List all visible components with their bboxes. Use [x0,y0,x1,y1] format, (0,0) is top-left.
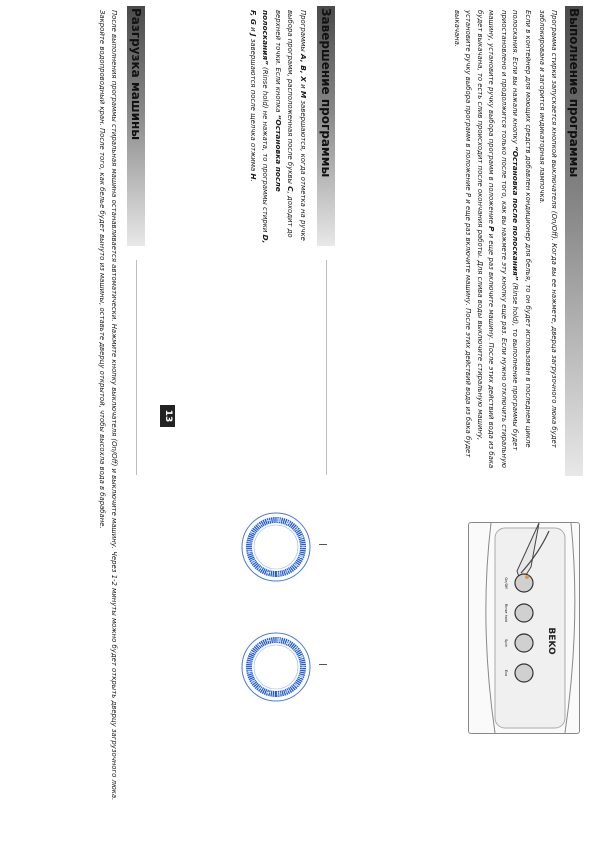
page-number: 13 [160,405,175,427]
section-run-paragraph-1: Программа стирки запускается кнопкой выключателя (On/Off). Когда вы ее нажмете, дверца загрузочного люка будет заблокирована и загорится индикаторная лампочка. [538,10,558,448]
p2-bold-rinse-hold: “Остановка после полоскания” [511,145,521,281]
control-panel-figure [468,522,580,734]
eco-button[interactable] [515,664,533,682]
finish-bold-rinse-hold: “Остановка после полоскания” [261,10,283,192]
section-run-title: Выполнение программы [567,8,581,178]
dial-letter-f: F [257,567,263,570]
dial-letter-p: P [298,655,304,659]
rinse-hold-button[interactable] [515,604,533,622]
dial-letter-d: D [275,692,281,696]
dial-letter-n: N [285,521,291,525]
p2-text-a: Если в контейнер для моющих средств добавлен кондиционер для белья, то он будет использован в последнем цикле полоскания. Если вы нажали кнопку [511,10,532,448]
dial-letter-e: E [266,691,272,695]
p2-bold-p: P [487,226,497,232]
finish-text-k: и [249,24,257,34]
program-dial-2[interactable] [239,630,313,704]
finish-text-i: (Rinse hold) не нажата, то программы стирки [261,64,270,235]
dial-letter-j: J [250,532,256,534]
dial-letter-o: O [293,527,299,531]
dial-letter-c: C [285,569,291,573]
dial-letter-k: K [257,524,263,527]
finish-bold-c: C [286,186,296,192]
section-unload-title: Разгрузка машины [129,8,143,141]
finish-text-o: . [249,179,257,182]
control-panel-illustration [469,523,579,733]
finish-text-a: Программы [299,10,307,55]
on-off-button[interactable] [515,574,533,592]
section-unload-paragraph: После выполнения программы стиральная машина останавливается автоматически. Нажмите кнопку выключателя (On/Off) и выключите машину. Через 1-2 минуты можно будет открыть дверцу загрузочного люка. Закройте водопроводный кран. После того, как белье будет вынуто из машины, оставьте дверцу открытой, чтобы высохла вода в барабане. [98,10,118,801]
dial-letter-h: H [246,670,252,674]
finish-text-m: завершаются после щелчка отжима [249,36,257,174]
finish-bold-m: M [299,90,308,99]
dial-letter-h: H [246,550,252,554]
dial-letter-l: L [266,519,272,523]
dial-letter-b: B [298,675,304,679]
dial-1-marker [319,544,327,545]
dial-letter-n: N [285,641,291,645]
dial-2-marker [319,664,327,665]
program-dial-1[interactable] [239,510,313,584]
dial-letter-x: X [293,683,299,687]
on-off-label: On/Off [504,577,508,589]
section-finish-rule [326,260,327,475]
spin-button[interactable] [515,634,533,652]
dial-letter-m: M [275,638,281,642]
p2-text-e: и еще раз включите машину. После этих действий вода из бака будет выкачана, то есть слив происходит после окончания работы. Для слива воды выключите стиральную машину, установите ручку выбора программ в положение P и еще раз включите машину. После этих действий вода из бака будет выкачана. [453,10,496,469]
dial-letter-m: M [275,518,281,522]
dial-letter-o: O [293,647,299,651]
dial-letter-x: X [293,563,299,567]
dial-letter-d: D [275,572,281,576]
dial-letter-c: C [285,689,291,693]
finish-bold-abx: A, B, X [299,54,308,82]
p2-text-c: (Rinse hold), то выполнение программы будет приостановлено и продолжится только после того, как вы нажмете эту кнопку еще раз. Если нужно отключить стиральную машину, установите ручку выбора программ в положение [487,10,520,468]
dial-letter-g: G [250,679,256,683]
dial-letter-g: G [250,559,256,563]
finish-text-c: и [299,81,307,91]
dial-letter-j: J [250,652,256,654]
dial-letter-l: L [266,639,272,643]
section-finish-title: Завершение программы [319,8,333,178]
finish-text-g: , доходит до верхней точки. Если кнопка [274,10,295,238]
finish-text-e: завершаются, когда отметка на ручке выбора программ, расположенная после буквы [286,10,307,241]
finish-bold-j: J [249,33,258,37]
section-unload-rule [136,260,137,475]
dial-letter-e: E [266,571,272,575]
section-finish-paragraph [247,10,310,248]
dial-letter-b: B [298,555,304,559]
dial-letter-p: P [298,535,304,539]
finish-bold-h: H [249,173,258,180]
dial-letter-a: A [300,665,306,669]
dial-letter-i: I [246,661,252,663]
eco-label: Eco [504,669,508,677]
dial-letter-a: A [300,545,306,549]
section-run-paragraph-2 [451,10,534,470]
rinse-hold-label: Rinse hold [504,603,508,623]
spin-label: Spin [504,639,508,647]
finish-bold-dfg: D, F, G [249,10,271,244]
dial-letter-f: F [257,687,263,690]
dial-letter-k: K [257,644,263,647]
brand-logo: BEKO [546,627,556,655]
dial-letter-i: I [246,541,252,543]
